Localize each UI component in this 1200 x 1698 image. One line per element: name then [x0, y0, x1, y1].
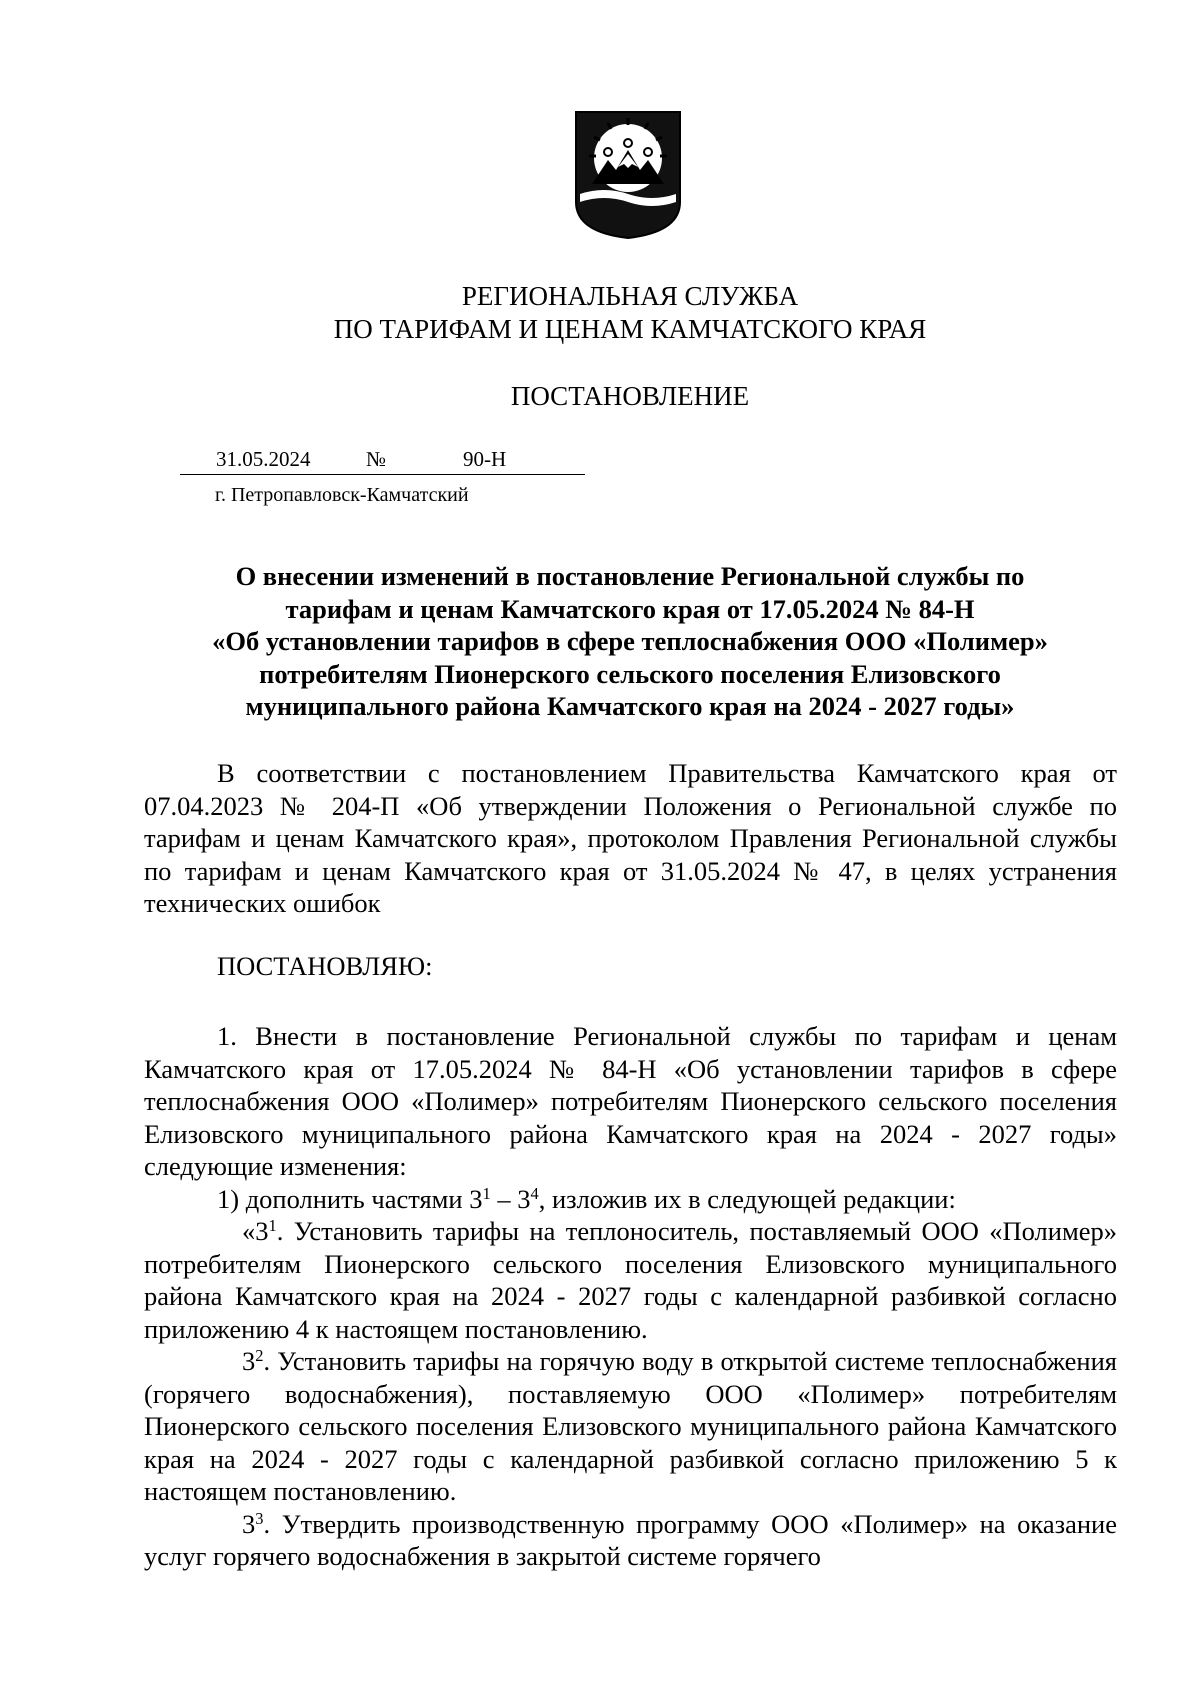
title-line: «Об установлении тарифов в сфере теплоснабжения ООО «Полимер»	[212, 626, 1048, 656]
part-3-2-text: . Установить тарифы на горячую воду в открытой системе теплоснабжения (горячего водоснабжения), поставляемую ООО «Полимер» потребителям Пионерского сельского поселения Елизовского муниципального района Камчатского края на 2024 - 2027 годы с календарной разбивкой согласно приложению 5 к настоящем постановлению.	[144, 1346, 1117, 1506]
part-3-2-number: 3	[242, 1346, 256, 1376]
sub-item-1-text-a: 1) дополнить частями 3	[217, 1183, 483, 1214]
main-content	[144, 1020, 1117, 1573]
part-3-2-paragraph	[144, 1345, 1117, 1508]
sub-item-1-sup-a: 1	[482, 1183, 491, 1203]
date-number-underline	[180, 474, 585, 475]
number-sign: №	[366, 447, 387, 471]
part-3-1-number: «3	[242, 1216, 269, 1246]
part-3-3-number: 3	[242, 1508, 256, 1539]
part-3-1-sup: 1	[268, 1215, 277, 1235]
title-line: муниципального района Камчатского края на 2024 - 2027 годы»	[245, 691, 1015, 721]
date-number-line	[180, 447, 585, 475]
part-3-1-text: . Установить тарифы на теплоноситель, поставляемый ООО «Полимер» потребителям Пионерского сельского поселения Елизовского муниципального района Камчатского края на 2024 - 2027 годы с календарной разбивкой согласно приложению 4 к настоящем постановлению.	[144, 1216, 1117, 1344]
part-3-3-paragraph	[144, 1508, 1117, 1573]
document-type: ПОСТАНОВЛЕНИЕ	[510, 381, 750, 411]
title-line: тарифам и ценам Камчатского края от 17.05.2024 № 84-Н	[285, 593, 975, 624]
org-name-line2: ПО ТАРИФАМ И ЦЕНАМ КАМЧАТСКОГО КРАЯ	[333, 314, 927, 344]
sub-item-1-text-c: , изложив их в следующей редакции:	[538, 1183, 956, 1214]
item-1-paragraph: 1. Внести в постановление Региональной службы по тарифам и ценам Камчатского края от 17.05.2024 № 84-Н «Об установлении тарифов в сфере теплоснабжения ООО «Полимер» потребителям Пионерского сельского поселения Елизовского муниципального района Камчатского края на 2024 - 2027 годы» следующие изменения:	[144, 1021, 1117, 1181]
part-3-1-paragraph	[144, 1215, 1117, 1345]
title-line: потребителям Пионерского сельского поселения Елизовского	[259, 658, 1001, 689]
title-line: О внесении изменений в постановление Региональной службы по	[235, 561, 1025, 591]
document-date: 31.05.2024	[216, 447, 311, 471]
org-name-line1: РЕГИОНАЛЬНАЯ СЛУЖБА	[461, 281, 799, 311]
sub-item-1-text-b: – 3	[490, 1183, 531, 1214]
document-city: г. Петропавловск-Камчатский	[215, 484, 469, 506]
document-title	[140, 560, 1120, 723]
sub-item-1-sup-b: 4	[530, 1183, 539, 1203]
decree-word: ПОСТАНОВЛЯЮ:	[217, 951, 433, 981]
intro-paragraph-block	[144, 757, 1117, 920]
intro-paragraph: В соответствии с постановлением Правительства Камчатского края от 07.04.2023 № 204-П «Об утверждении Положения о Региональной службе по тарифам и ценам Камчатского края», протоколом Правления Региональной службы по тарифам и ценам Камчатского края от 31.05.2024 № 47, в целях устранения технических ошибок	[144, 758, 1117, 918]
document-number: 90-Н	[463, 447, 507, 471]
kamchatka-coat-of-arms-icon	[574, 110, 682, 240]
part-3-2-sup: 2	[255, 1345, 264, 1365]
part-3-3-sup: 3	[255, 1508, 264, 1528]
part-3-3-text: . Утвердить производственную программу ООО «Полимер» на оказание услуг горячего водоснабжения в закрытой системе горячего	[144, 1508, 1117, 1571]
decree-word-block	[144, 950, 1117, 983]
sub-item-1-paragraph	[144, 1183, 1117, 1216]
